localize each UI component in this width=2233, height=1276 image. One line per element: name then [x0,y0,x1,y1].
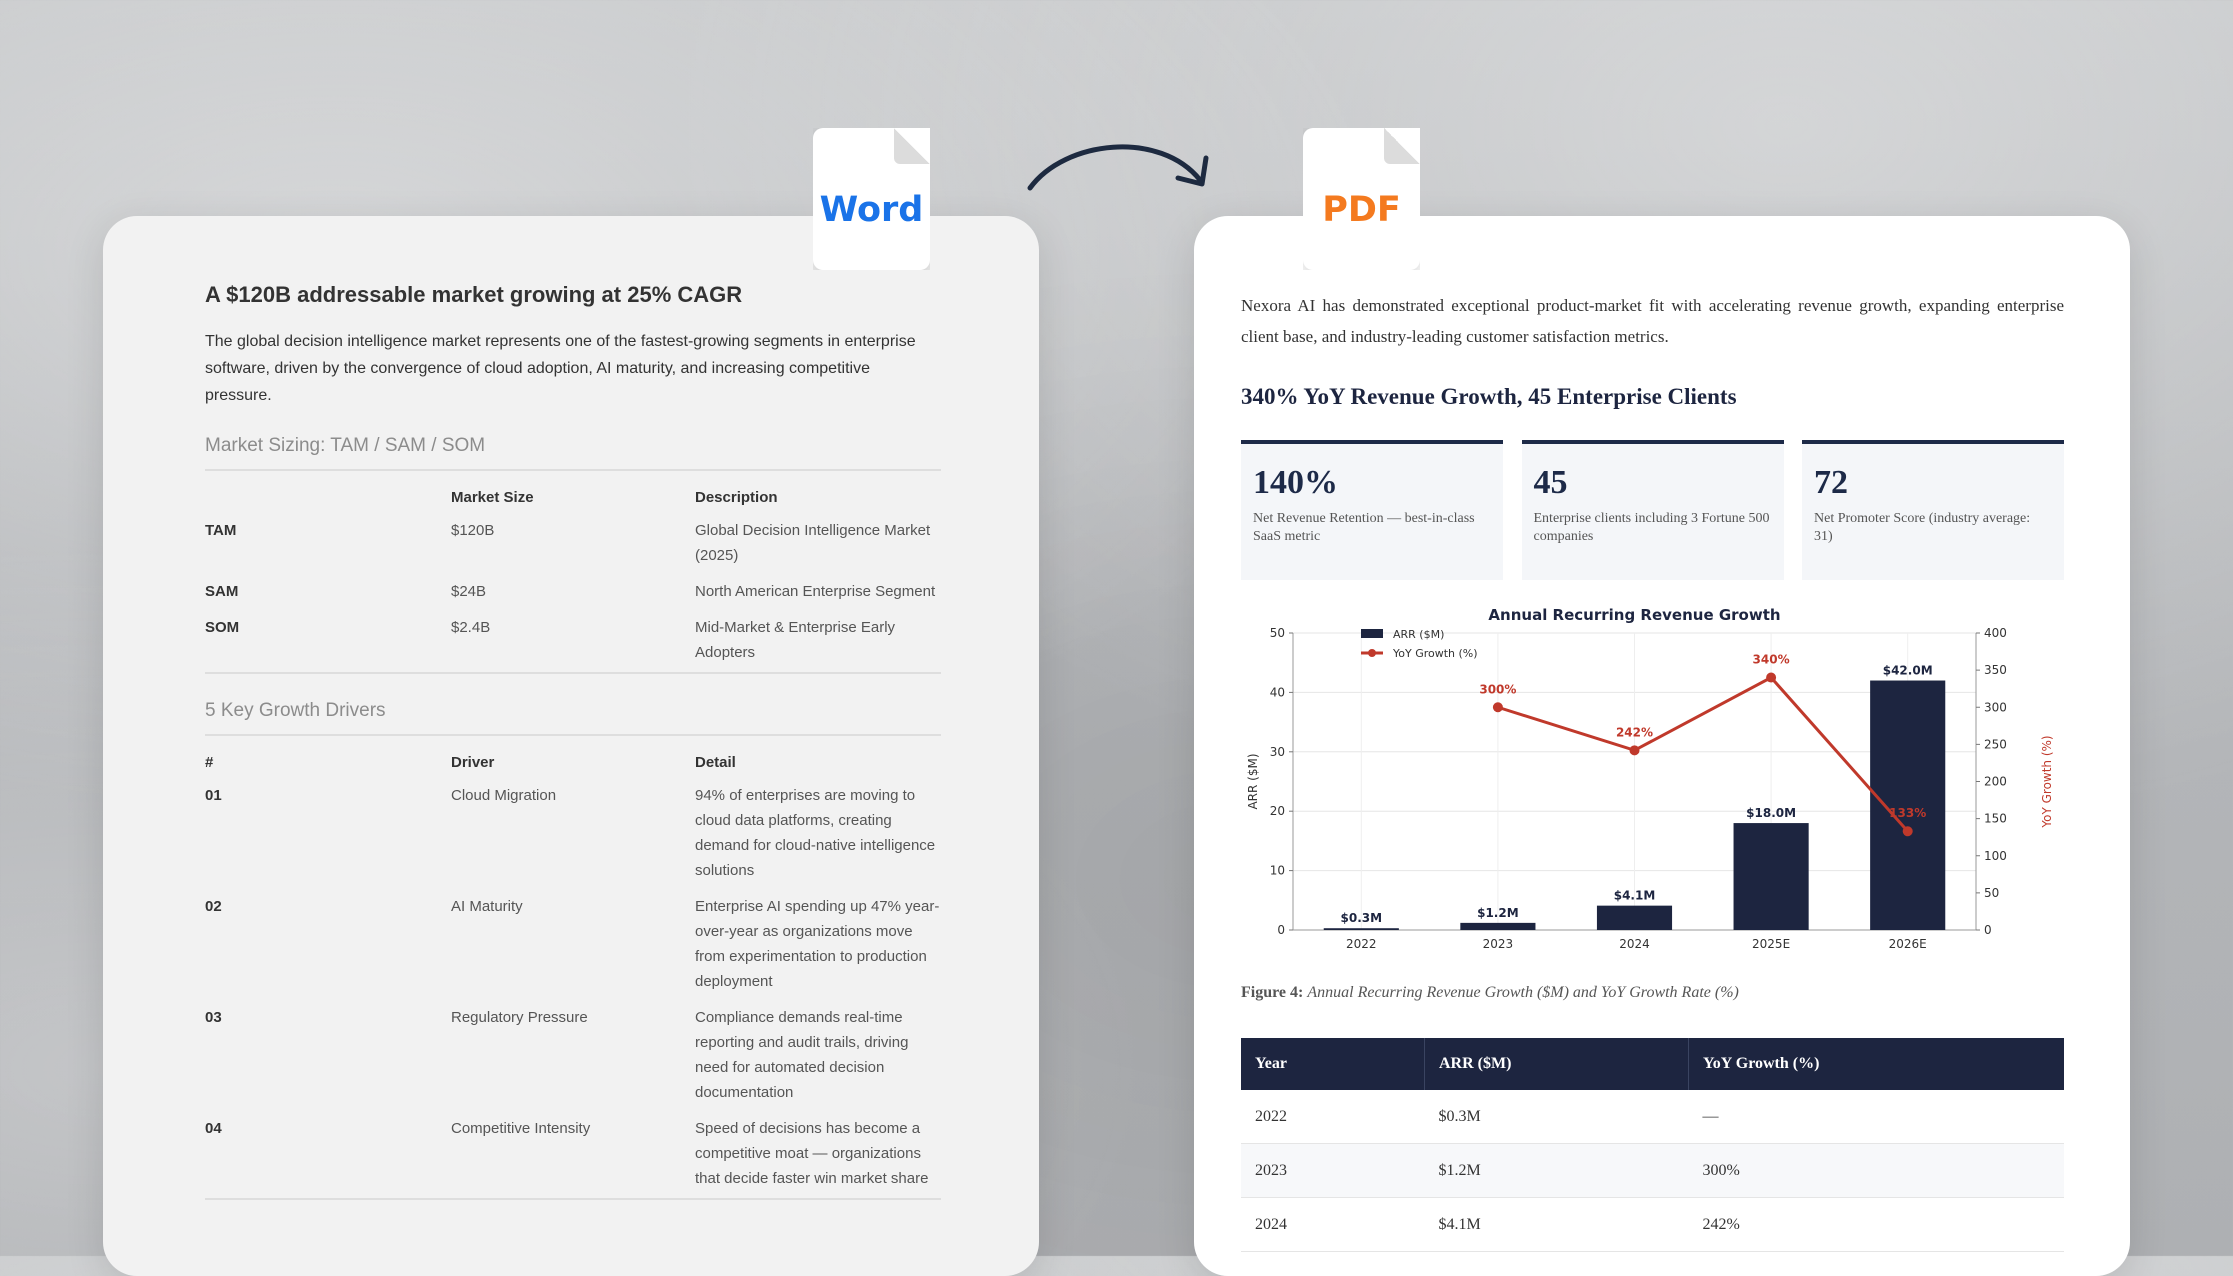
bar [1460,923,1535,930]
table-row [1241,1090,2064,1144]
word-file-label: Word [819,190,924,230]
table-cell: AI Maturity [451,898,523,915]
table-cell: $2.4B [451,611,695,673]
table-cell: SOM [205,611,451,673]
table-cell: 01 [205,787,222,804]
table-cell: 2024 [1241,1198,1425,1252]
growth-drivers-heading: 5 Key Growth Drivers [205,700,941,736]
y-tick-label: 20 [1269,804,1285,819]
table-row [205,1001,941,1112]
kpi-description: Net Promoter Score (industry average: 31) [1814,511,2031,544]
growth-line [1498,678,1908,832]
table-cell: Enterprise AI spending up 47% year-over-year as organizations move from experimentation to production deployment [695,898,940,990]
kpi-card [1241,440,1503,580]
y-tick-label: 40 [1269,685,1285,700]
table-cell: 2023 [1241,1144,1425,1198]
table-cell: Cloud Migration [451,787,557,804]
y-tick-label: 50 [1269,626,1285,640]
table-header: Driver [451,754,495,771]
y2-tick-label: 150 [1984,811,2007,826]
y-tick-label: 0 [1277,923,1285,937]
table-cell: $24B [451,583,487,600]
table-cell: 02 [205,898,222,915]
figure-caption [1241,984,2064,1002]
y2-tick-label: 200 [1984,774,2007,789]
legend-swatch-arr [1361,629,1383,638]
table-cell: 300% [1689,1144,2065,1198]
kpi-value: 45 [1533,464,1568,501]
word-intro: The global decision intelligence market represents one of the fastest-growing segments in enterprise software, driven by the convergence of cloud adoption, AI maturity, and increasing competitive pressure. [205,333,916,404]
y2-tick-label: 400 [1984,626,2007,640]
table-header: Description [695,489,778,506]
y-tick-label: 10 [1269,863,1285,878]
table-header: YoY Growth (%) [1689,1038,2065,1090]
word-title: A $120B addressable market growing at 25% CAGR [205,282,743,307]
bar [1324,928,1399,930]
table-row [1241,1144,2064,1198]
growth-data-label: 133% [1889,806,1927,821]
table-cell: $0.3M [1425,1090,1689,1144]
bar-data-label: $1.2M [1477,905,1519,920]
legend-marker-growth [1368,649,1376,657]
table-cell: Compliance demands real-time reporting and audit trails, driving need for automated decision documentation [695,1009,909,1101]
x-tick-label: 2022 [1346,937,1377,951]
word-document-content [205,282,941,1200]
y-tick-label: 30 [1269,744,1285,759]
table-cell: Speed of decisions has become a competitive moat — organizations that decide faster win market share [695,1112,941,1199]
bar-data-label: $4.1M [1613,888,1656,903]
table-row [205,890,941,1001]
bar-data-label: $0.3M [1340,911,1383,926]
pdf-file-label: PDF [1322,190,1401,230]
caption-label: Figure 4: [1241,984,1304,1001]
curved-arrow-icon [1020,130,1220,210]
table-header [205,481,451,514]
table-cell: 04 [205,1112,451,1199]
kpi-value: 140% [1253,464,1338,501]
table-row [205,779,941,890]
market-sizing-table [205,481,941,674]
table-row [205,514,941,575]
growth-point [1766,673,1776,683]
y2-tick-label: 100 [1984,848,2007,863]
table-header: Year [1241,1038,1425,1090]
y2-axis-label: YoY Growth (%) [2040,735,2054,828]
table-row [205,575,941,611]
table-cell: North American Enterprise Segment [695,583,936,600]
table-cell: 03 [205,1009,222,1026]
growth-data-label: 340% [1752,652,1790,667]
y2-tick-label: 300 [1984,700,2007,715]
y-axis-label: ARR ($M) [1246,753,1260,810]
y2-tick-label: 250 [1984,737,2007,752]
growth-point [1630,745,1640,755]
table-row [205,611,941,673]
table-header: Detail [695,754,736,771]
kpi-value: 72 [1814,464,1848,501]
table-header: Market Size [451,489,534,506]
growth-point [1493,702,1503,712]
kpi-description: Enterprise clients including 3 Fortune 500 companies [1533,511,1770,544]
y2-tick-label: 50 [1984,885,2000,900]
table-cell: SAM [205,583,239,600]
y2-tick-label: 0 [1984,923,1992,937]
caption-text: Annual Recurring Revenue Growth ($M) and YoY Growth Rate (%) [1307,984,1739,1001]
legend-label-arr: ARR ($M) [1393,628,1445,641]
growth-drivers-table [205,746,941,1200]
pdf-file-fold [1384,128,1420,164]
bar [1597,906,1672,930]
y2-tick-label: 350 [1984,663,2007,678]
table-cell: $1.2M [1425,1144,1689,1198]
pdf-intro: Nexora AI has demonstrated exceptional product-market fit with accelerating revenue growth, expanding enterprise client base, and industry-leading customer satisfaction metrics. [1241,296,2064,346]
table-cell: Competitive Intensity [451,1112,695,1199]
table-cell: $4.1M [1425,1198,1689,1252]
arr-chart-svg [1241,608,2064,978]
arr-chart [1241,608,2064,978]
kpi-row [1241,440,2064,580]
growth-point [1903,826,1913,836]
table-cell: 242% [1689,1198,2065,1252]
chart-title: Annual Recurring Revenue Growth [1488,608,1781,624]
table-header: # [205,754,214,771]
table-cell: Global Decision Intelligence Market (2025) [695,522,931,564]
bar [1734,823,1809,930]
pdf-document-content [1241,290,2064,1252]
table-cell: $120B [451,522,495,539]
kpi-card [1802,440,2064,580]
table-cell: 94% of enterprises are moving to cloud data platforms, creating demand for cloud-native intelligence solutions [695,787,936,879]
x-tick-label: 2026E [1888,937,1927,951]
growth-data-label: 300% [1479,682,1517,697]
table-cell: TAM [205,522,237,539]
legend-label-growth: YoY Growth (%) [1393,647,1478,660]
x-tick-label: 2025E [1752,937,1791,951]
word-file-fold [894,128,930,164]
bar-data-label: $42.0M [1882,663,1933,678]
table-row [1241,1198,2064,1252]
table-cell: Mid-Market & Enterprise Early Adopters [695,611,941,673]
bar-data-label: $18.0M [1746,806,1797,821]
table-cell: 2022 [1241,1090,1425,1144]
market-sizing-heading: Market Sizing: TAM / SAM / SOM [205,435,941,471]
table-row [205,1112,941,1199]
pdf-heading: 340% YoY Revenue Growth, 45 Enterprise Clients [1241,384,1737,409]
growth-data-label: 242% [1615,725,1654,740]
kpi-description: Net Revenue Retention — best-in-class SaaS metric [1253,511,1475,544]
x-tick-label: 2023 [1482,937,1514,951]
table-header: ARR ($M) [1425,1038,1689,1090]
arr-table [1241,1038,2064,1252]
table-cell: Regulatory Pressure [451,1009,588,1026]
x-tick-label: 2024 [1619,937,1650,951]
table-cell: — [1689,1090,2065,1144]
kpi-card [1522,440,1784,580]
